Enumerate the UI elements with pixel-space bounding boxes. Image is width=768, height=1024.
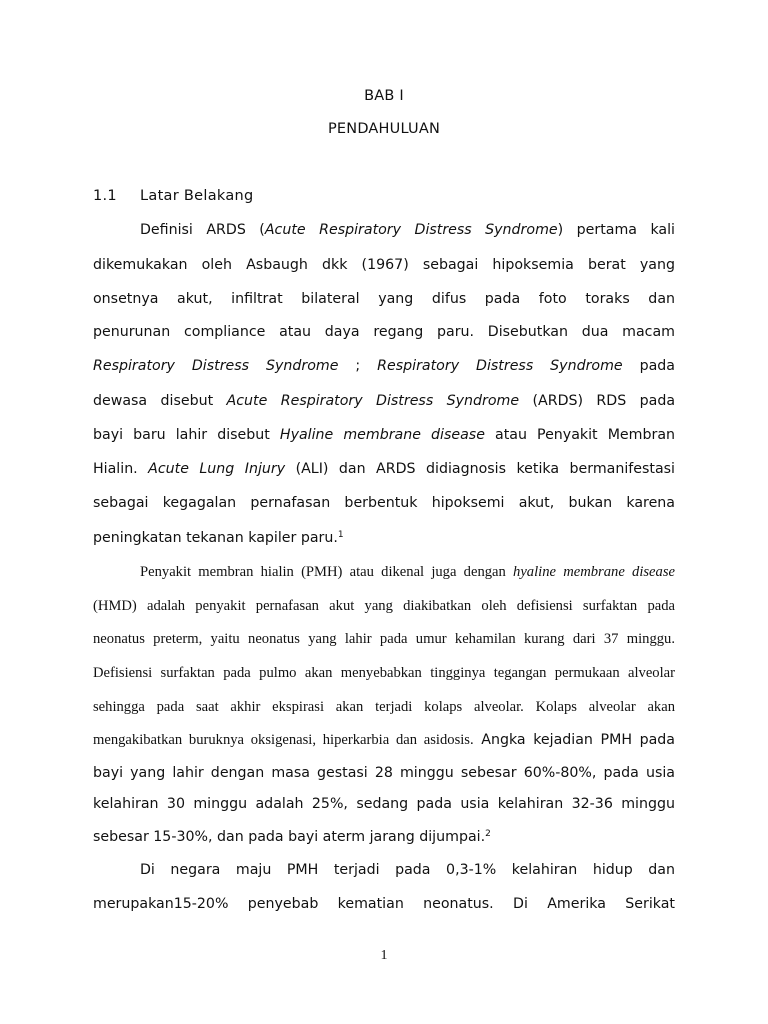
paragraph-2-line-7: bayi yang lahir dengan masa gestasi 28 minggu sebesar 60%-80%, pada usia <box>93 765 675 781</box>
paragraph-2-line-4: Defisiensi surfaktan pada pulmo akan menyebabkan tingginya tegangan permukaan alveolar <box>93 665 675 681</box>
paragraph-2-line-9: sebesar 15-30%, dan pada bayi aterm jarang dijumpai.$^2$ <box>93 829 491 845</box>
paragraph-2-line-1: Penyakit membran hialin (PMH) atau dikenal juga dengan hyaline membrane disease <box>140 564 675 580</box>
page-number: 1 <box>380 948 388 963</box>
paragraph-1-line-9: sebagai kegagalan pernafasan berbentuk hipoksemi akut, bukan karena <box>93 495 675 511</box>
paragraph-1-line-8: Hialin. Acute Lung Injury (ALI) dan ARDS didiagnosis ketika bermanifestasi <box>93 461 675 477</box>
section-heading <box>93 188 254 204</box>
paragraph-2-line-5: sehingga pada saat akhir ekspirasi akan terjadi kolaps alveolar. Kolaps alveolar akan <box>93 699 675 715</box>
section-number: 1.1 <box>93 188 117 204</box>
paragraph-3-line-2: merupakan15-20% penyebab kematian neonatus. Di Amerika Serikat <box>93 896 675 912</box>
paragraph-1-line-4: penurunan compliance atau daya regang paru. Disebutkan dua macam <box>93 324 675 340</box>
paragraph-3-line-1: Di negara maju PMH terjadi pada 0,3-1% kelahiran hidup dan <box>140 862 675 878</box>
paragraph-1-line-3: onsetnya akut, infiltrat bilateral yang difus pada foto toraks dan <box>93 291 675 307</box>
chapter-number: BAB I <box>364 88 404 104</box>
paragraph-1-line-6: dewasa disebut Acute Respiratory Distress Syndrome (ARDS) RDS pada <box>93 393 676 409</box>
section-title: Latar Belakang <box>140 188 254 204</box>
paragraph-2-line-6: mengakibatkan buruknya oksigenasi, hiperkarbia dan asidosis. Angka kejadian PMH pada <box>93 732 675 748</box>
chapter-title: PENDAHULUAN <box>327 121 441 137</box>
paragraph-1-line-5: Respiratory Distress Syndrome ; Respiratory Distress Syndrome pada <box>93 358 675 374</box>
paragraph-1-line-1: Definisi ARDS (Acute Respiratory Distress Syndrome) pertama kali <box>140 222 675 238</box>
footnote-ref-2: 2 <box>485 829 491 839</box>
paragraph-2-line-8: kelahiran 30 minggu adalah 25%, sedang pada usia kelahiran 32-36 minggu <box>93 796 675 812</box>
paragraph-1-line-7: bayi baru lahir disebut Hyaline membrane disease atau Penyakit Membran <box>93 427 676 443</box>
paragraph-2-line-2: (HMD) adalah penyakit pernafasan akut yang diakibatkan oleh defisiensi surfaktan pada <box>93 598 675 614</box>
paragraph-2-line-3: neonatus preterm, yaitu neonatus yang lahir pada umur kehamilan kurang dari 37 minggu. <box>93 631 675 647</box>
footnote-ref-1: 1 <box>337 530 344 540</box>
paragraph-1-line-2: dikemukakan oleh Asbaugh dkk (1967) sebagai hipoksemia berat yang <box>93 257 675 273</box>
paragraph-1-line-10: peningkatan tekanan kapiler paru.$^1$ <box>93 530 344 546</box>
